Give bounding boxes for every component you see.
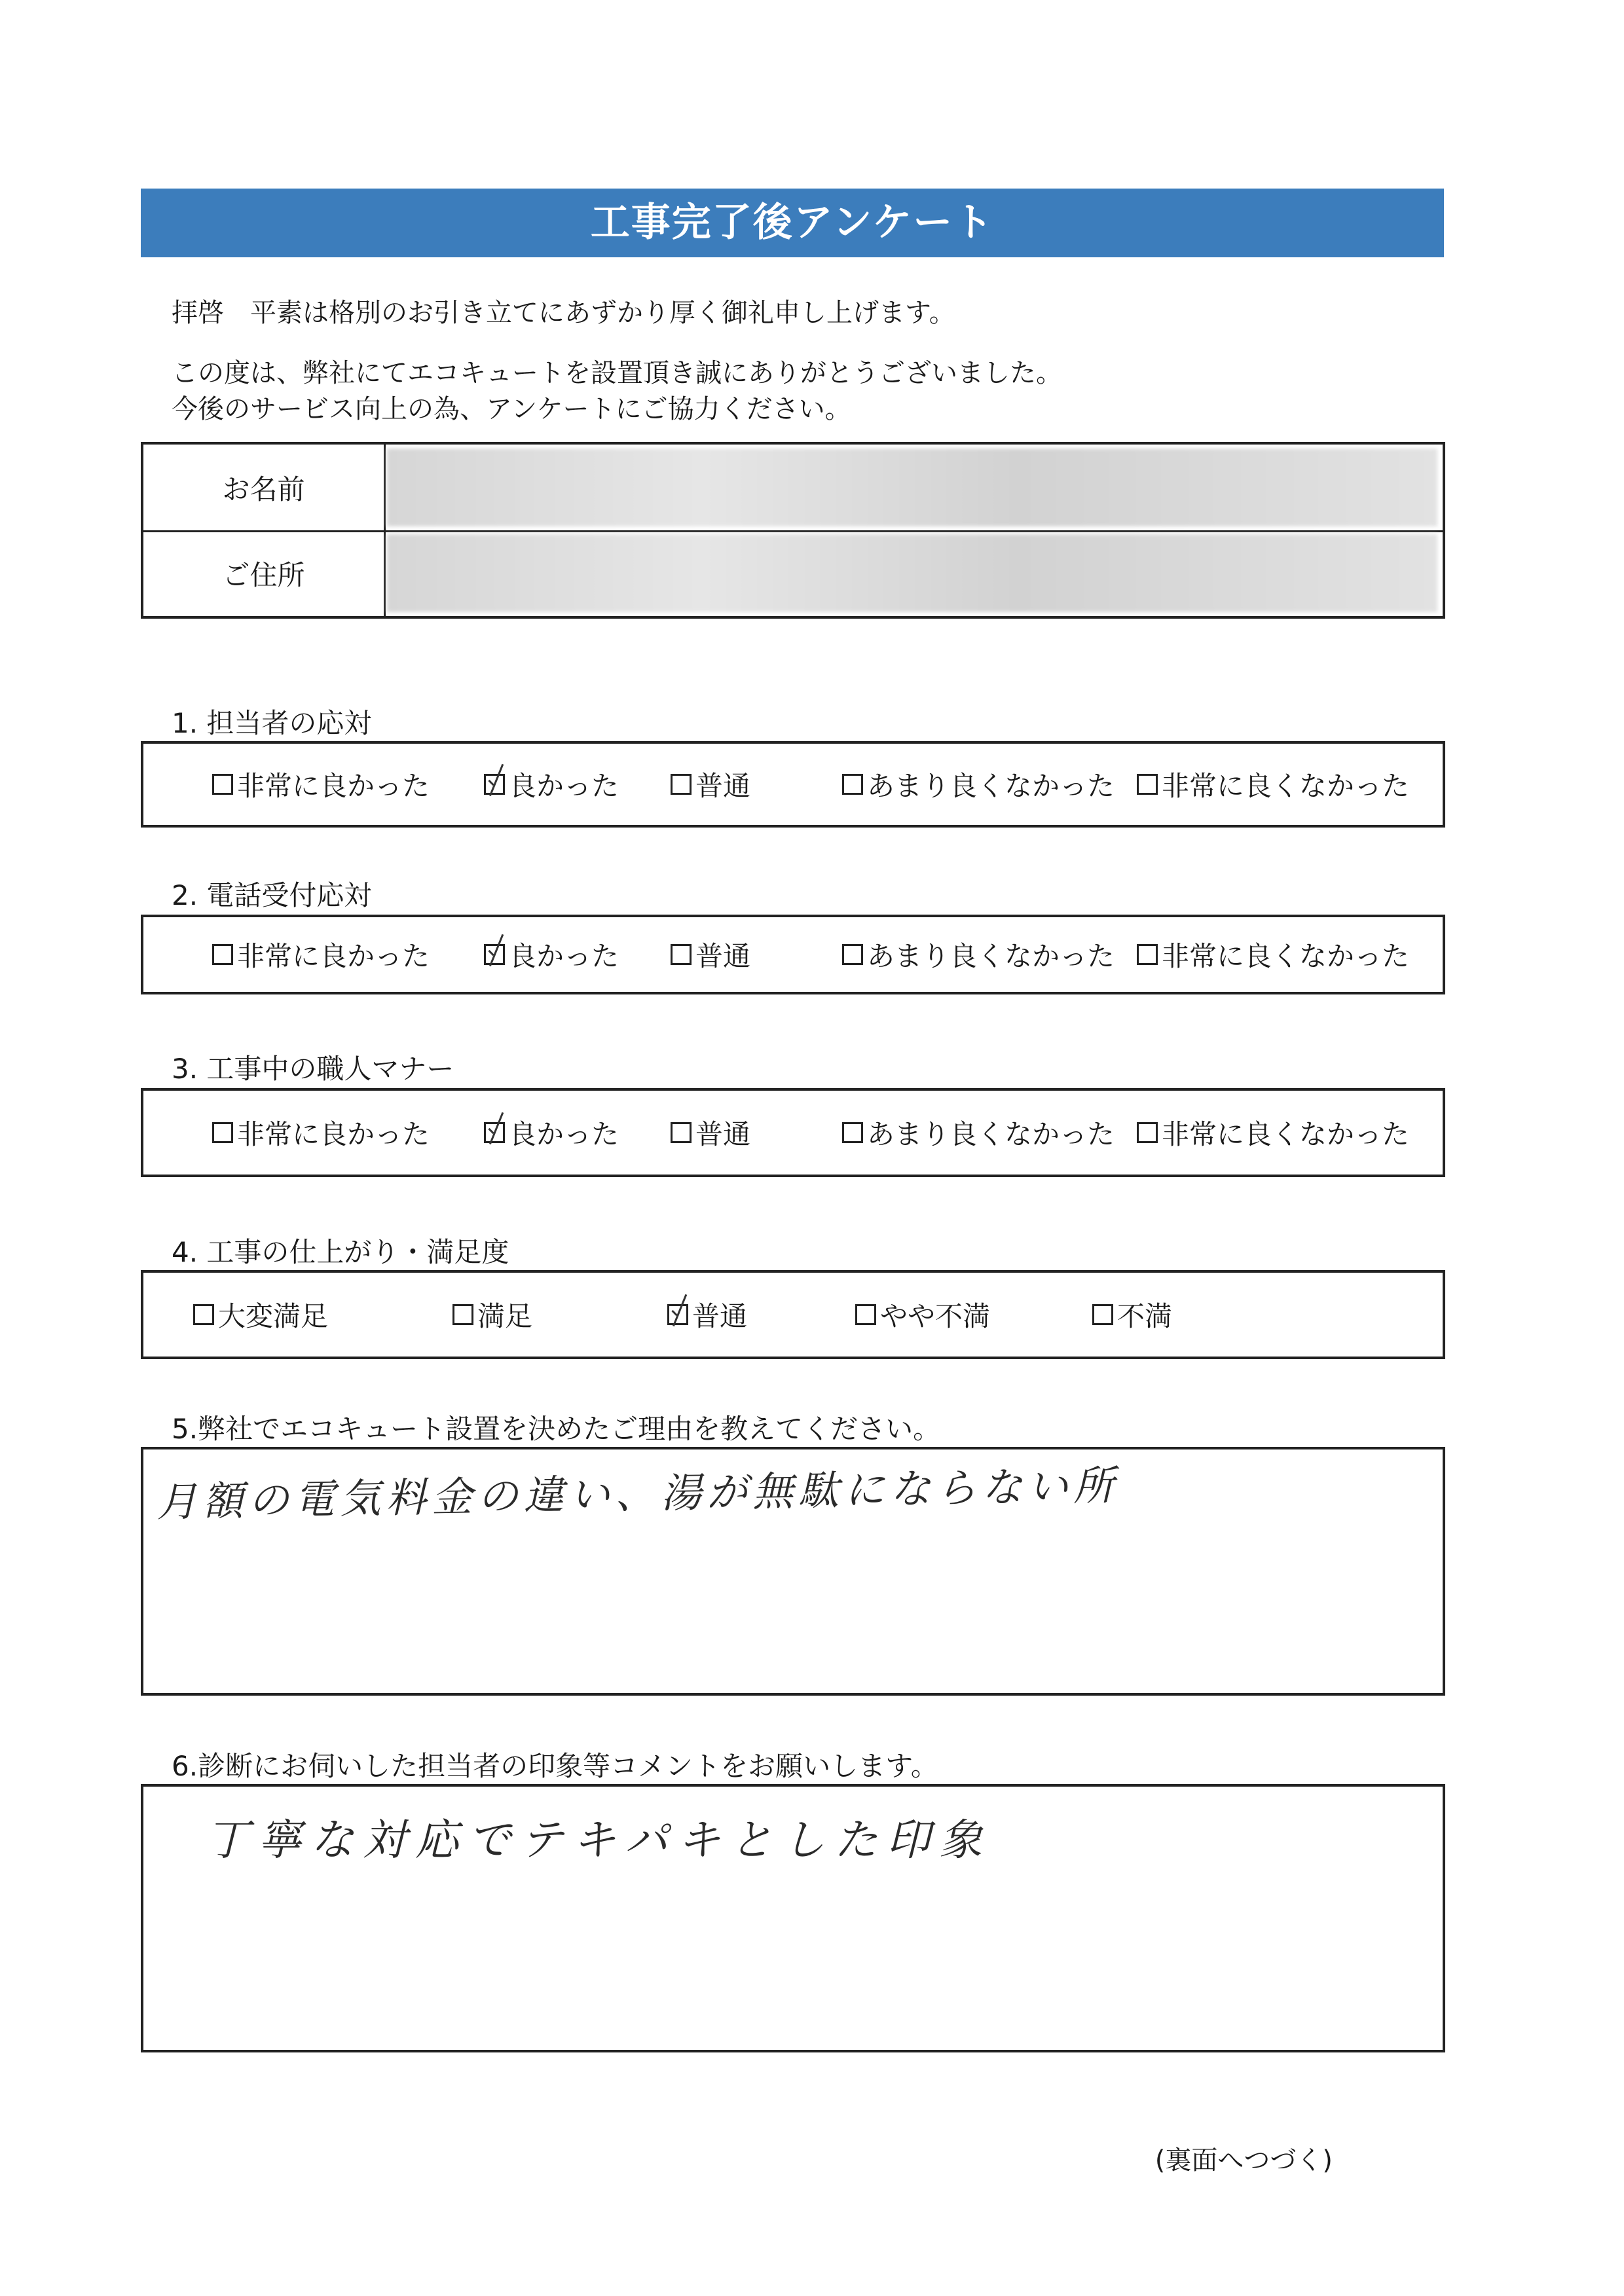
q4-option-1[interactable]: 大変満足 [193, 1273, 328, 1357]
q5-label: 5.弊社でエコキュート設置を決めたご理由を教えてください。 [172, 1413, 941, 1445]
q4-option-2[interactable]: 満足 [452, 1273, 532, 1357]
name-redacted [387, 448, 1437, 526]
checkbox-icon[interactable] [193, 1304, 214, 1325]
q1-options [141, 741, 1445, 828]
q4-option-4[interactable]: やや不満 [855, 1273, 990, 1357]
q2-options [141, 915, 1445, 994]
q3-option-4[interactable]: あまり良くなかった [842, 1091, 1115, 1175]
survey-title: 工事完了後アンケート [141, 189, 1444, 257]
q2-option-1[interactable]: 非常に良かった [212, 917, 430, 992]
checkbox-icon[interactable] [1092, 1304, 1113, 1325]
name-label: お名前 [143, 445, 386, 530]
checked-checkbox-icon[interactable] [484, 774, 505, 795]
q1-option-3[interactable]: 普通 [671, 744, 750, 825]
checked-checkbox-icon[interactable] [484, 1122, 505, 1143]
q5-handwritten-answer: 月額の電気料金の違い、湯が無駄にならない所 [156, 1461, 1120, 1526]
q3-options [141, 1088, 1445, 1177]
checked-checkbox-icon[interactable] [484, 944, 505, 965]
q2-option-3[interactable]: 普通 [671, 917, 750, 992]
q3-option-2[interactable]: 良かった [484, 1091, 619, 1175]
address-row [143, 530, 1443, 616]
q4-option-3[interactable]: 普通 [667, 1273, 747, 1357]
thanks-line: この度は、弊社にてエコキュートを設置頂き誠にありがとうございました。 [172, 358, 1062, 388]
checkbox-icon[interactable] [671, 944, 692, 965]
checkbox-icon[interactable] [842, 944, 863, 965]
q4-options [141, 1270, 1445, 1359]
checkbox-icon[interactable] [842, 1122, 863, 1143]
q2-option-4[interactable]: あまり良くなかった [842, 917, 1115, 992]
q6-handwritten-answer: 丁寧な対応でテキパキとした印象 [206, 1815, 991, 1865]
name-row [143, 445, 1443, 532]
checkbox-icon[interactable] [212, 944, 233, 965]
request-line: 今後のサービス向上の為、アンケートにご協力ください。 [172, 394, 851, 424]
q1-label: 1. 担当者の応対 [172, 707, 372, 739]
continued-on-back-note: (裏面へつづく) [1154, 2145, 1333, 2176]
q2-option-2[interactable]: 良かった [484, 917, 619, 992]
q4-label: 4. 工事の仕上がり・満足度 [172, 1236, 509, 1268]
address-redacted [387, 534, 1437, 612]
checkbox-icon[interactable] [671, 774, 692, 795]
checkbox-icon[interactable] [1137, 1122, 1158, 1143]
checkbox-icon[interactable] [212, 774, 233, 795]
q6-label: 6.診断にお伺いした担当者の印象等コメントをお願いします。 [172, 1750, 938, 1782]
checkbox-icon[interactable] [855, 1304, 876, 1325]
customer-info-table [141, 442, 1445, 619]
q1-option-4[interactable]: あまり良くなかった [842, 744, 1115, 825]
q5-answer-box[interactable] [141, 1447, 1445, 1696]
q3-option-1[interactable]: 非常に良かった [212, 1091, 430, 1175]
greeting-line: 拝啓 平素は格別のお引き立てにあずかり厚く御礼申し上げます。 [172, 298, 955, 328]
checkbox-icon[interactable] [1137, 944, 1158, 965]
q2-label: 2. 電話受付応対 [172, 879, 372, 911]
checkbox-icon[interactable] [842, 774, 863, 795]
q2-option-5[interactable]: 非常に良くなかった [1137, 917, 1409, 992]
q1-option-5[interactable]: 非常に良くなかった [1137, 744, 1409, 825]
checkbox-icon[interactable] [671, 1122, 692, 1143]
q3-label: 3. 工事中の職人マナー [172, 1053, 454, 1085]
checkbox-icon[interactable] [1137, 774, 1158, 795]
q1-option-1[interactable]: 非常に良かった [212, 744, 430, 825]
q1-option-2[interactable]: 良かった [484, 744, 619, 825]
q6-answer-box[interactable] [141, 1784, 1445, 2052]
checkbox-icon[interactable] [212, 1122, 233, 1143]
checkbox-icon[interactable] [452, 1304, 473, 1325]
q4-option-5[interactable]: 不満 [1092, 1273, 1172, 1357]
address-label: ご住所 [143, 530, 386, 616]
q3-option-3[interactable]: 普通 [671, 1091, 750, 1175]
q3-option-5[interactable]: 非常に良くなかった [1137, 1091, 1409, 1175]
checked-checkbox-icon[interactable] [667, 1304, 688, 1325]
